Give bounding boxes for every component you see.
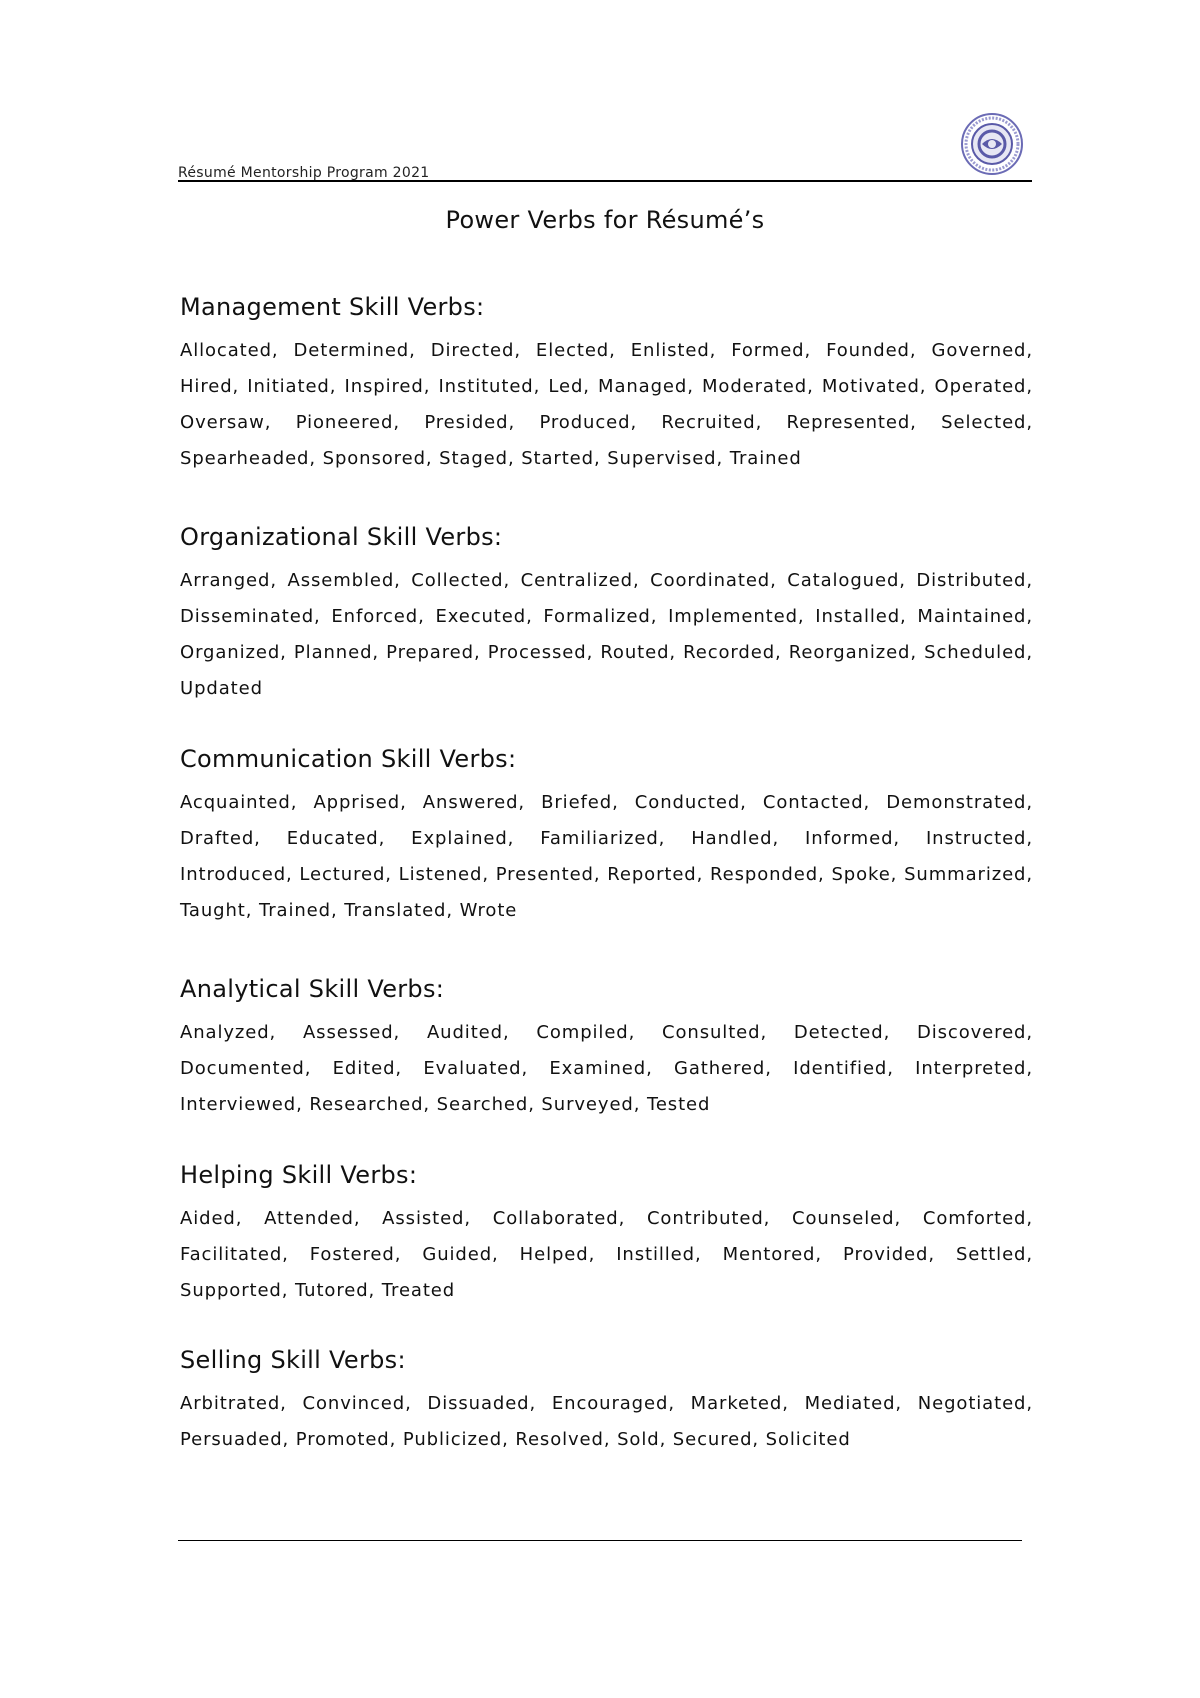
communication-heading: Communication Skill Verbs:	[180, 745, 517, 773]
selling-verbs: Arbitrated, Convinced, Dissuaded, Encouraged, Marketed, Mediated, Negotiated, Persuaded, Promoted, Publicized, Resolved, Sold, Secured, Solicited	[180, 1393, 1033, 1450]
analytical-section	[180, 975, 1033, 1123]
helping-heading: Helping Skill Verbs:	[180, 1161, 418, 1189]
page-header	[178, 110, 1032, 182]
helping-verbs: Aided, Attended, Assisted, Collaborated, Contributed, Counseled, Comforted, Facilitated, Fostered, Guided, Helped, Instilled, Mentored, Provided, Settled, Supported, Tutored, Treated	[180, 1208, 1033, 1301]
page-title: Power Verbs for Résumé’s	[445, 206, 765, 234]
seal-logo-icon	[960, 112, 1024, 176]
communication-section	[180, 745, 1033, 929]
organizational-heading: Organizational Skill Verbs:	[180, 523, 503, 551]
footer-divider	[178, 1540, 1022, 1541]
analytical-heading: Analytical Skill Verbs:	[180, 975, 445, 1003]
organizational-section	[180, 523, 1033, 707]
header-program-name: Résumé Mentorship Program 2021	[178, 165, 430, 181]
management-verbs: Allocated, Determined, Directed, Elected, Enlisted, Formed, Founded, Governed, Hired, Initiated, Inspired, Instituted, Led, Managed, Moderated, Motivated, Operated, Oversaw, Pioneered, Presided, Produced, Recruited, Represented, Selected, Spearheaded, Sponsored, Staged, Started, Supervised, Trained	[180, 340, 1033, 469]
selling-heading: Selling Skill Verbs:	[180, 1346, 406, 1374]
organizational-verbs: Arranged, Assembled, Collected, Centralized, Coordinated, Catalogued, Distributed, Disseminated, Enforced, Executed, Formalized, Implemented, Installed, Maintained, Organized, Planned, Prepared, Processed, Routed, Recorded, Reorganized, Scheduled, Updated	[180, 570, 1033, 699]
communication-verbs: Acquainted, Apprised, Answered, Briefed, Conducted, Contacted, Demonstrated, Drafted, Educated, Explained, Familiarized, Handled, Informed, Instructed, Introduced, Lectured, Listened, Presented, Reported, Responded, Spoke, Summarized, Taught, Trained, Translated, Wrote	[180, 792, 1033, 921]
analytical-verbs: Analyzed, Assessed, Audited, Compiled, Consulted, Detected, Discovered, Documented, Edited, Evaluated, Examined, Gathered, Identified, Interpreted, Interviewed, Researched, Searched, Surveyed, Tested	[180, 1022, 1033, 1115]
management-section	[180, 293, 1033, 477]
selling-section	[180, 1346, 1033, 1458]
helping-section	[180, 1161, 1033, 1309]
management-heading: Management Skill Verbs:	[180, 293, 485, 321]
